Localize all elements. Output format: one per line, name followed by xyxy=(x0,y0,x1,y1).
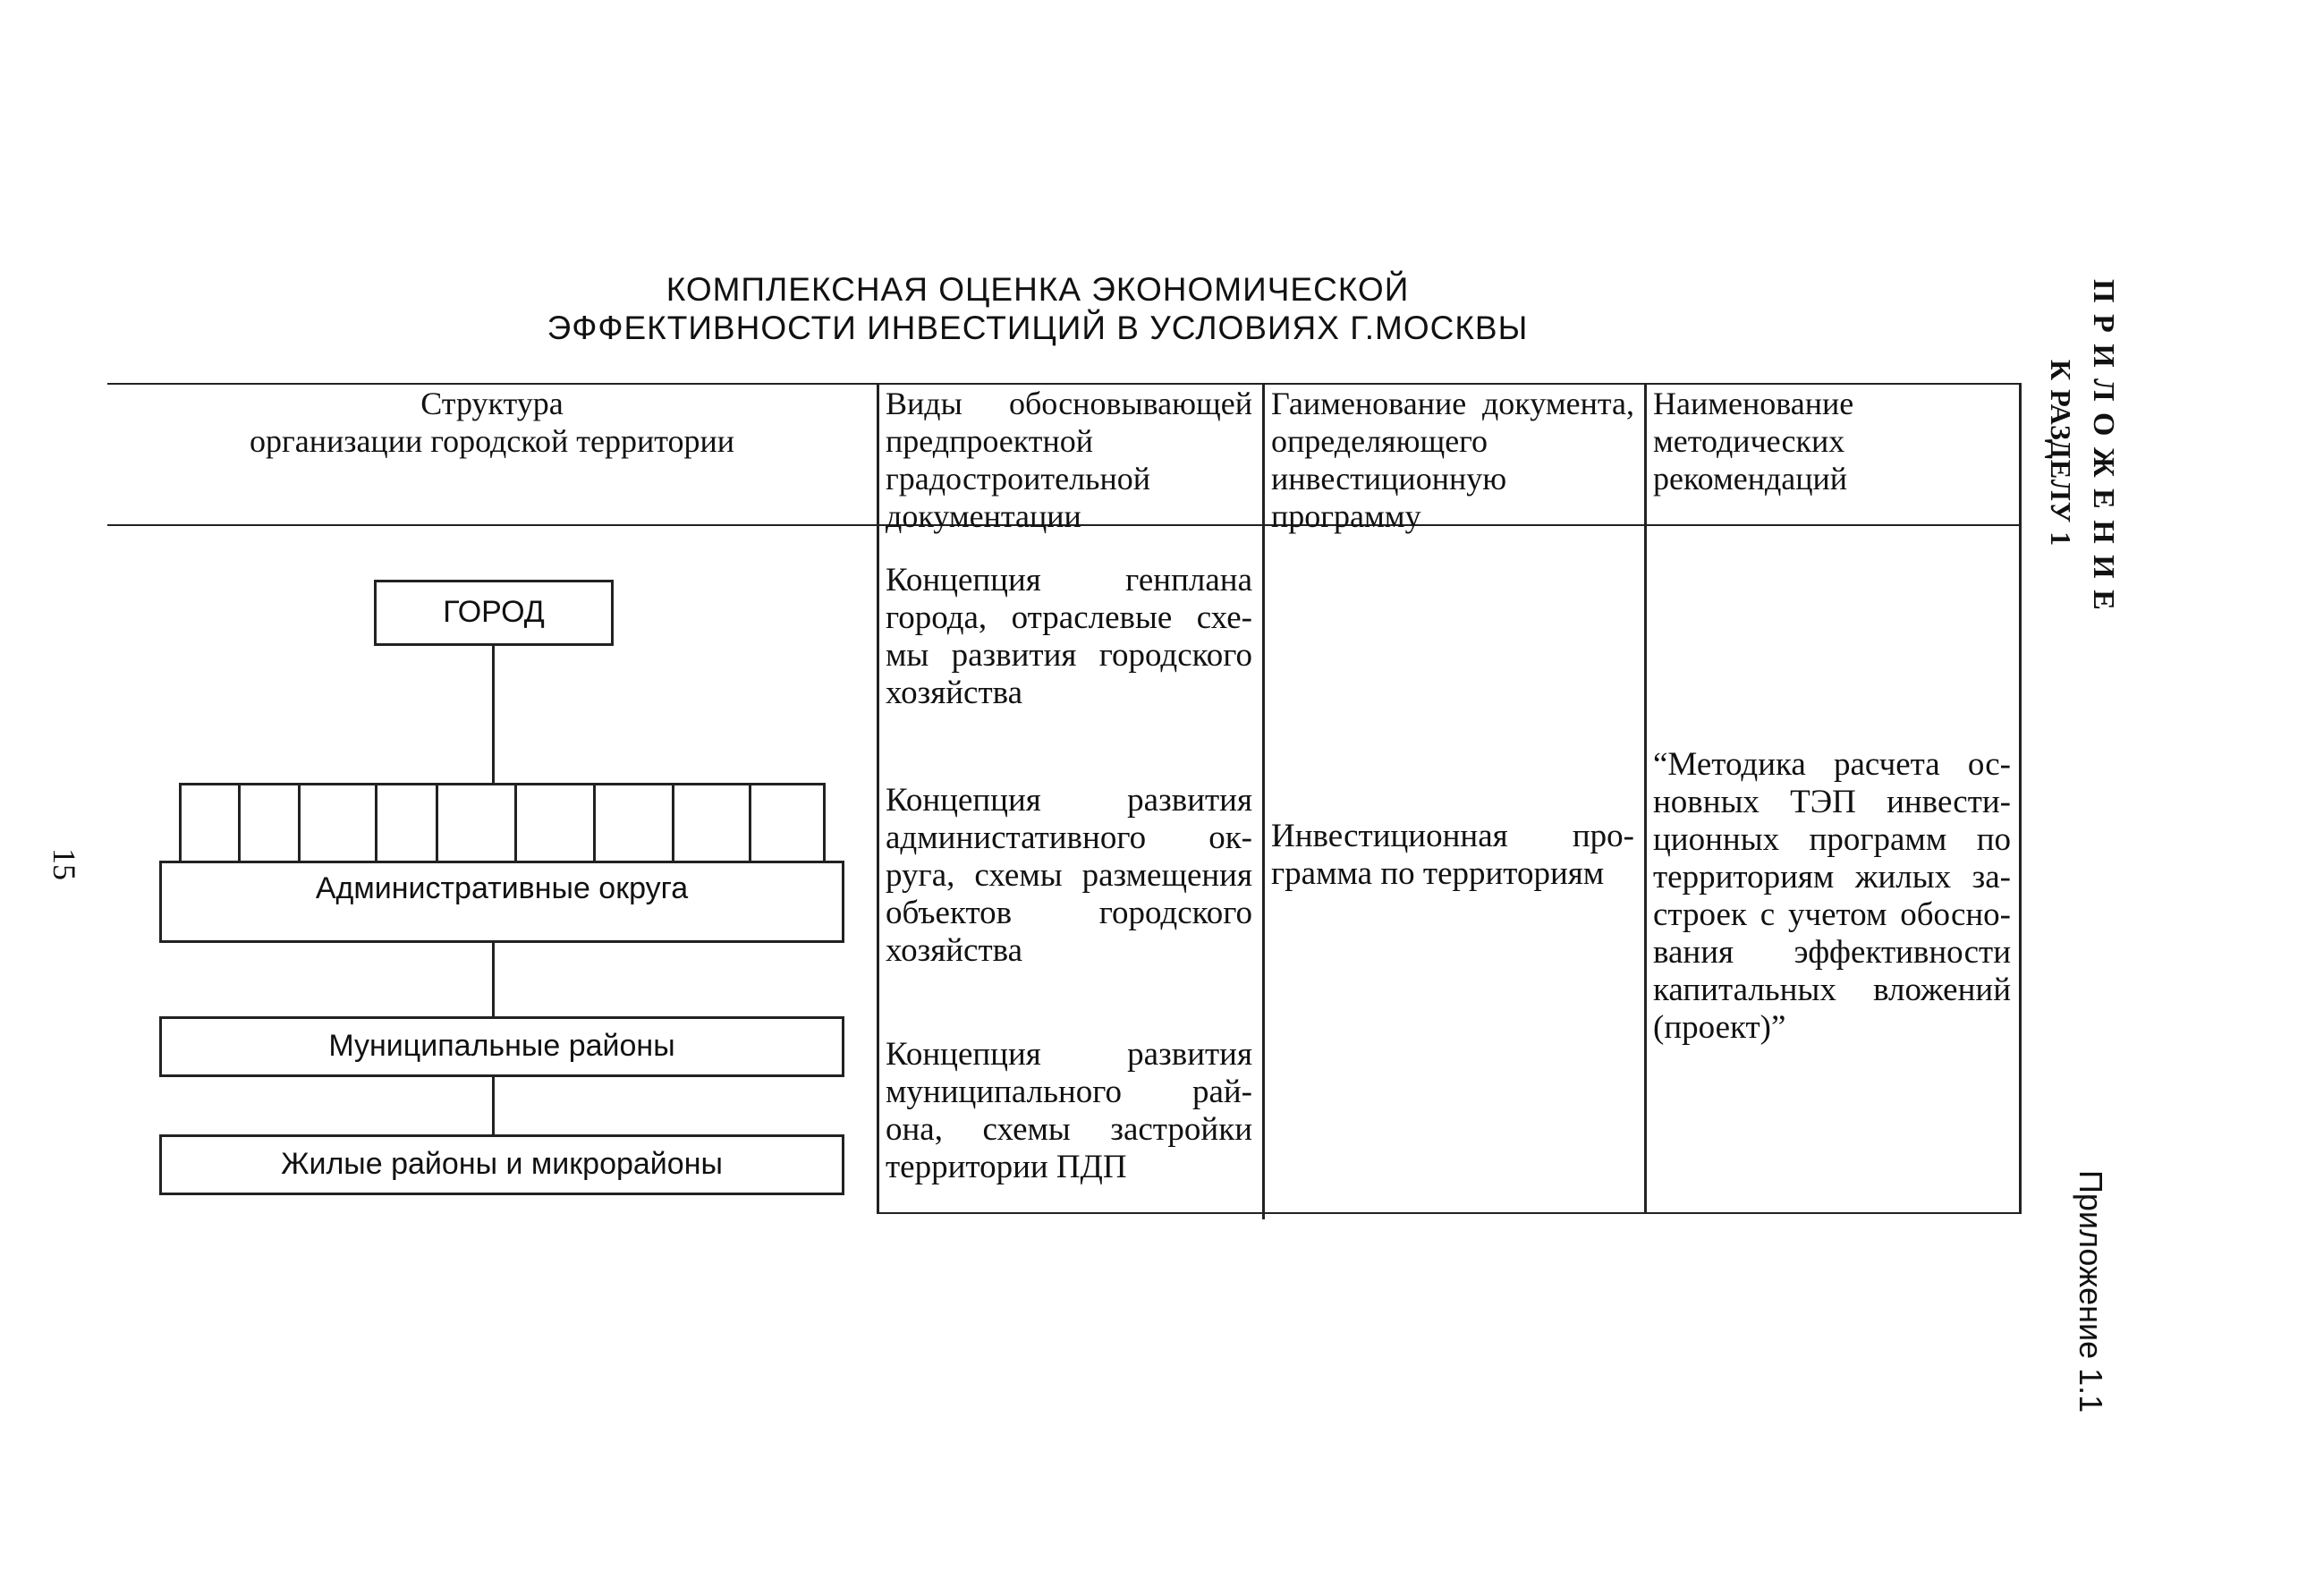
column-divider-2 xyxy=(1262,383,1265,1219)
diagram-district-comb xyxy=(179,783,826,863)
comb-divider xyxy=(514,785,517,866)
header-structure-line-2: организации городской территории xyxy=(249,423,735,459)
diagram-city-label: ГОРОД xyxy=(443,595,545,629)
diagram-municipal-label: Муниципальные районы xyxy=(328,1029,675,1063)
diagram-districts-label: Административные округа xyxy=(315,871,689,905)
page-number: 15 xyxy=(47,848,82,880)
header-method-recommendations: Наименование методических рекомендаций xyxy=(1653,386,1854,497)
doc-block-district xyxy=(886,782,1252,970)
appendix-label: Приложение 1.1 xyxy=(2073,1170,2109,1413)
investment-program-cell xyxy=(1271,818,1634,893)
comb-divider xyxy=(749,785,751,866)
header-structure xyxy=(116,385,868,460)
text-line: вания эффективности xyxy=(1653,934,2011,971)
document-title-line-2: ЭФФЕКТИВНОСТИ ИНВЕСТИЦИЙ В УСЛОВИЯХ Г.МОСКВЫ xyxy=(547,310,1529,346)
text-line: Концепция генплана xyxy=(886,562,1252,598)
column-divider-1 xyxy=(877,383,879,1214)
doc-block-city xyxy=(886,562,1252,712)
column-divider-4 xyxy=(2019,383,2022,1214)
comb-divider xyxy=(298,785,301,866)
text-line: мы развития городского xyxy=(886,637,1252,674)
text-line: новных ТЭП инвести- xyxy=(1653,784,2011,820)
comb-divider xyxy=(672,785,674,866)
text-line: руга, схемы размещения xyxy=(886,857,1252,894)
text-line: админиcтативного ок- xyxy=(886,819,1252,856)
text-line: хозяйства xyxy=(886,932,1023,969)
diagram-city-box xyxy=(374,580,614,646)
text-line: она, схемы застройки xyxy=(886,1111,1252,1148)
doc-block-municipal xyxy=(886,1036,1252,1186)
header-investment-document: Гаименование документа, определяющего инвестиционную программу xyxy=(1271,386,1634,534)
diagram-districts-box xyxy=(159,861,844,943)
text-line: грамма по территориям xyxy=(1271,855,1605,892)
text-line: строек с учетом обосно- xyxy=(1653,896,2011,933)
text-line: (проект)” xyxy=(1653,1009,1786,1046)
appendix-heading: П Р И Л О Ж Е Н И Е xyxy=(2087,279,2120,612)
diagram-municipal-box xyxy=(159,1016,844,1077)
column-divider-3 xyxy=(1644,383,1647,1214)
header-structure-line-1: Структура xyxy=(420,386,564,421)
connector-municipal-residential xyxy=(492,1077,495,1136)
connector-city-districts xyxy=(492,646,495,785)
text-line: хозяйства xyxy=(886,675,1023,711)
text-line: объектов городского xyxy=(886,895,1252,931)
text-line: муниципального рай- xyxy=(886,1074,1252,1110)
text-line: капитальных вложений xyxy=(1653,972,2011,1008)
text-line: Инвестиционная про- xyxy=(1271,818,1634,854)
text-line: территории ПДП xyxy=(886,1149,1127,1185)
connector-districts-municipal xyxy=(492,943,495,1018)
comb-divider xyxy=(593,785,596,866)
method-recommendation-cell xyxy=(1653,746,2011,1047)
appendix-section: К РАЗДЕЛУ 1 xyxy=(2045,360,2077,548)
text-line: Концепция развития xyxy=(886,782,1252,819)
text-line: территориям жилых за- xyxy=(1653,859,2011,896)
text-line: Концепция развития xyxy=(886,1036,1252,1073)
document-title-line-1: КОМПЛЕКСНАЯ ОЦЕНКА ЭКОНОМИЧЕСКОЙ xyxy=(666,271,1410,308)
diagram-residential-label: Жилые районы и микрорайоны xyxy=(281,1147,723,1181)
diagram-residential-box xyxy=(159,1134,844,1195)
comb-divider xyxy=(238,785,241,866)
comb-divider xyxy=(375,785,377,866)
text-line: ционных программ по xyxy=(1653,821,2011,858)
text-line: “Методика расчета ос- xyxy=(1653,746,2011,783)
text-line: города, отраслевые схе- xyxy=(886,599,1252,636)
table-bottom-rule xyxy=(877,1212,2022,1214)
comb-divider xyxy=(436,785,438,866)
header-documentation-types: Виды обосновывающей предпроектной градостроительной документации xyxy=(886,386,1252,534)
